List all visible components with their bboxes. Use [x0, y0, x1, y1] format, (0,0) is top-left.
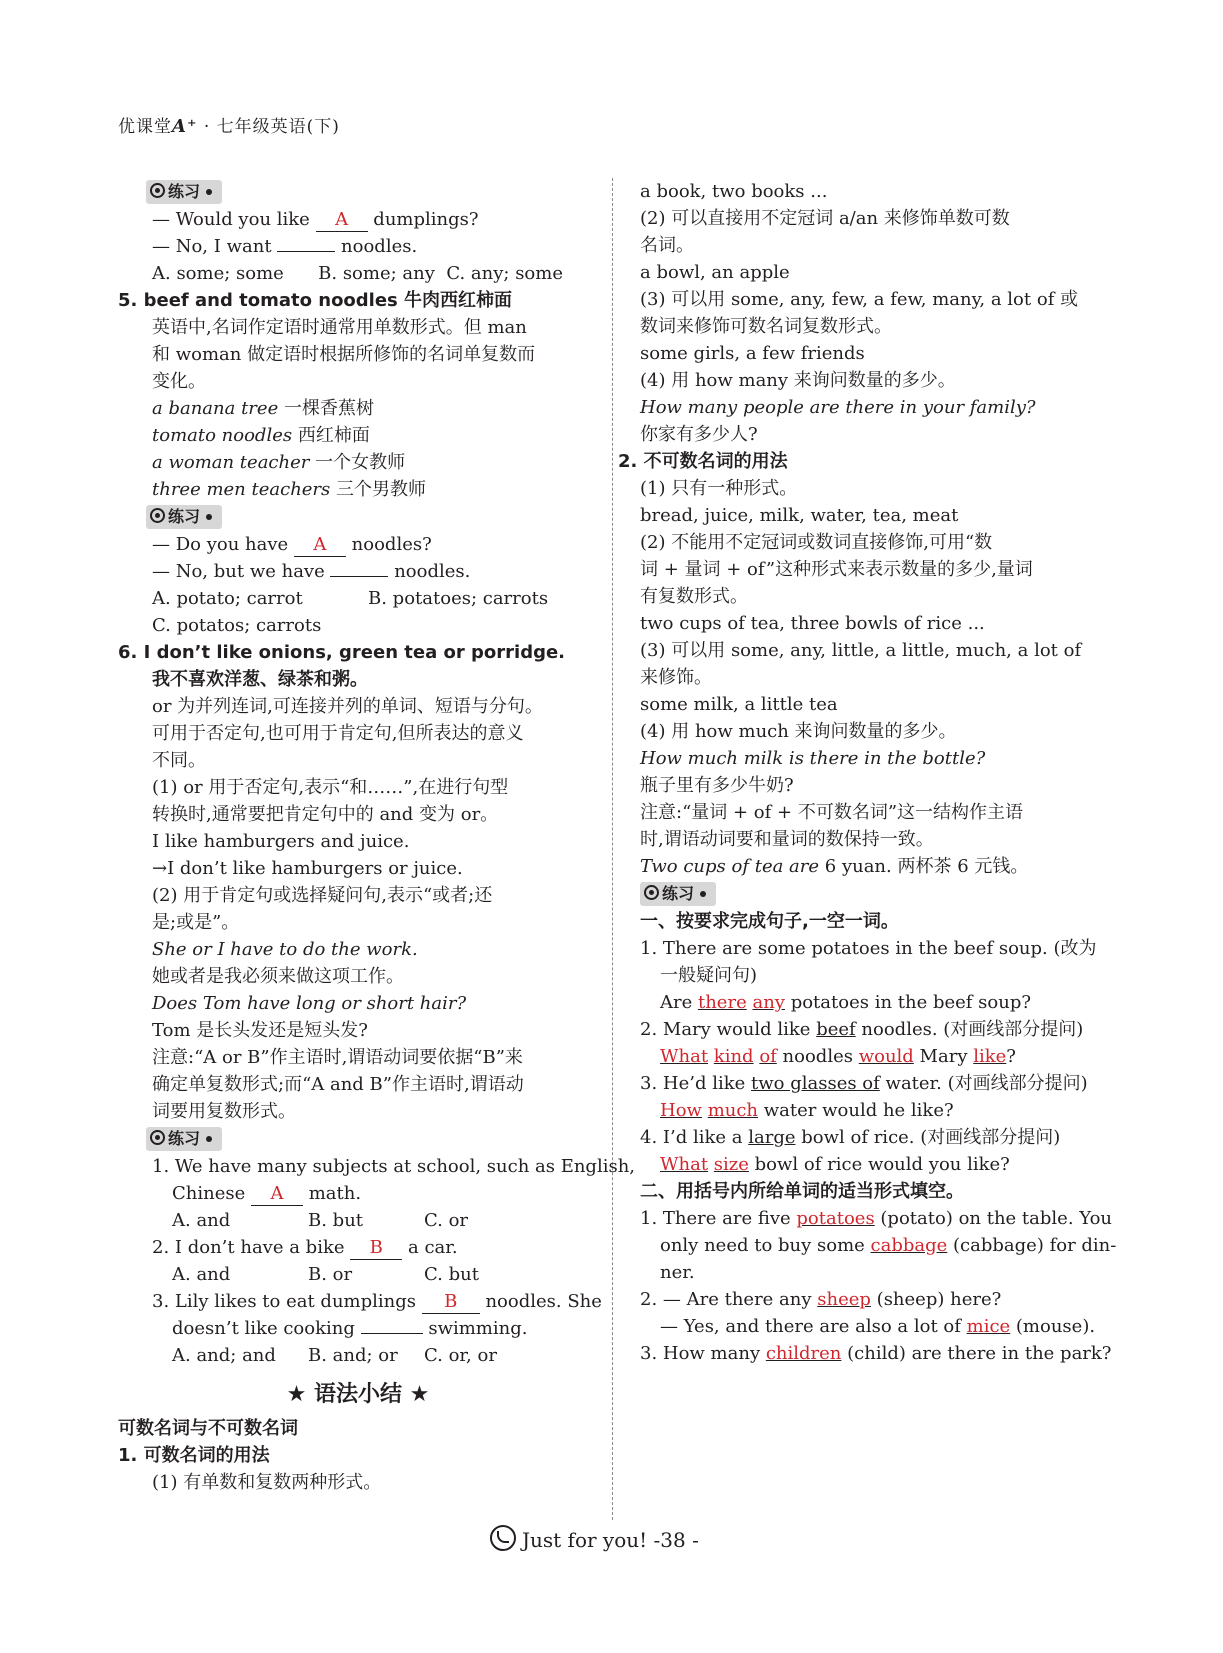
header-brand-mark: A⁺ [172, 116, 198, 137]
section5-text: 和 woman 做定语时根据所修饰的名词单复数而 [152, 344, 536, 365]
grammar-countable-title: 1. 可数名词的用法 [118, 1445, 270, 1466]
section6-text: 转换时,通常要把肯定句中的 and 变为 or。 [152, 804, 499, 825]
exercise1-q1-cont: 一般疑问句) [660, 965, 758, 986]
grammar-example: a book, two books ... [640, 181, 828, 202]
section6-text: (1) or 用于否定句,表示“和……”,在进行句型 [152, 777, 509, 798]
grammar-text: (2) 可以直接用不定冠词 a/an 来修饰单数可数 [640, 208, 1010, 229]
answer-blank: B [422, 1291, 480, 1314]
section6-text: (2) 用于肯定句或选择疑问句,表示“或者;还 [152, 885, 493, 906]
practice3-q3: 3. Lily likes to eat dumplings B noodles. She [152, 1291, 602, 1312]
grammar-example: some girls, a few friends [640, 343, 865, 364]
page-header [118, 112, 340, 137]
section6-text: 是;或是”。 [152, 912, 240, 933]
exercise1-q1-answer: Are there any potatoes in the beef soup? [660, 992, 1032, 1013]
practice2-option-c: C. potatos; carrots [152, 615, 322, 636]
exercise2-q2: 2. — Are there any sheep (sheep) here? [640, 1289, 1002, 1310]
grammar-summary-heading: ★ 语法小结 ★ [286, 1382, 430, 1407]
grammar-example: How many people are there in your family? [640, 397, 1036, 418]
section6-example-translation: Tom 是长头发还是短头发? [152, 1020, 368, 1041]
section6-text: 不同。 [152, 750, 206, 771]
exercise1-title: 一、按要求完成句子,一空一词。 [640, 911, 899, 932]
target-icon [644, 885, 659, 900]
dot-icon [700, 891, 706, 897]
grammar-note: 注意:“量词 + of + 不可数名词”这一结构作主语 [640, 802, 1024, 823]
grammar-uncountable-title: 2. 不可数名词的用法 [618, 451, 788, 472]
practice3-q2: 2. I don’t have a bike B a car. [152, 1237, 458, 1258]
publisher-logo-icon [490, 1525, 516, 1551]
page-footer [490, 1525, 699, 1552]
target-icon [150, 183, 165, 198]
section6-example: Does Tom have long or short hair? [152, 993, 467, 1014]
grammar-text: 数词来修饰可数名词复数形式。 [640, 316, 892, 337]
grammar-example: two cups of tea, three bowls of rice ... [640, 613, 985, 634]
practice3-q1-options: A. and B. but C. or [172, 1210, 469, 1231]
exercise1-q2-answer: What kind of noodles would Mary like? [660, 1046, 1016, 1067]
grammar-text: 词 + 量词 + of”这种形式来表示数量的多少,量词 [640, 559, 1033, 580]
section6-text: →I don’t like hamburgers or juice. [152, 858, 463, 879]
dot-icon [206, 1136, 212, 1142]
exercise1-q4-answer: What size bowl of rice would you like? [660, 1154, 1010, 1175]
exercise2-title: 二、用括号内所给单词的适当形式填空。 [640, 1181, 964, 1202]
grammar-countable-text: (1) 有单数和复数两种形式。 [152, 1472, 382, 1493]
practice-badge: 练习 [146, 505, 222, 529]
exercise2-q1: 1. There are five potatoes (potato) on the table. You [640, 1208, 1113, 1229]
exercise2-q3: 3. How many children (child) are there in the park? [640, 1343, 1112, 1364]
grammar-example: Two cups of tea are 6 yuan. 两杯茶 6 元钱。 [640, 856, 1029, 877]
grammar-text: (3) 可以用 some, any, little, a little, much, a lot of [640, 640, 1082, 661]
answer-blank: B [350, 1237, 402, 1260]
practice2-options: A. potato; carrot B. potatoes; carrots [152, 588, 549, 609]
section6-note: 词要用复数形式。 [152, 1101, 296, 1122]
grammar-text: 有复数形式。 [640, 586, 748, 607]
grammar-text: (4) 用 how much 来询问数量的多少。 [640, 721, 957, 742]
exercise2-q1-cont: ner. [660, 1262, 695, 1283]
practice3-q3-cont: doesn’t like cooking swimming. [172, 1318, 528, 1339]
exercise2-q1-cont: only need to buy some cabbage (cabbage) for din- [660, 1235, 1117, 1256]
answer-blank: A [251, 1183, 303, 1206]
page-number: -38 - [647, 1528, 699, 1552]
empty-blank [361, 1333, 423, 1334]
right-column [618, 178, 1117, 1367]
grammar-example-translation: 你家有多少人? [640, 424, 758, 445]
grammar-example: a bowl, an apple [640, 262, 790, 283]
section6-note: 确定单复数形式;而“A and B”作主语时,谓语动 [152, 1074, 524, 1095]
grammar-text: 名词。 [640, 235, 694, 256]
practice-badge: 练习 [146, 180, 222, 204]
grammar-text: (2) 不能用不定冠词或数词直接修饰,可用“数 [640, 532, 993, 553]
target-icon [150, 508, 165, 523]
dot-icon [206, 189, 212, 195]
grammar-text: 来修饰。 [640, 667, 712, 688]
section5-text: 英语中,名词作定语时通常用单数形式。但 man [152, 317, 527, 338]
practice3-q1: 1. We have many subjects at school, such as English, [152, 1156, 636, 1177]
grammar-example: some milk, a little tea [640, 694, 838, 715]
header-brand: 优课堂 [118, 117, 172, 137]
answer-blank: A [294, 534, 346, 557]
practice-badge: 练习 [640, 882, 716, 906]
grammar-example: How much milk is there in the bottle? [640, 748, 986, 769]
practice3-q3-options: A. and; and B. and; or C. or, or [172, 1345, 497, 1366]
grammar-text: (3) 可以用 some, any, few, a few, many, a lot of 或 [640, 289, 1079, 310]
section5-example: three men teachers 三个男教师 [152, 479, 427, 500]
grammar-example-translation: 瓶子里有多少牛奶? [640, 775, 794, 796]
target-icon [150, 1130, 165, 1145]
practice3-q1-cont: Chinese A math. [172, 1183, 362, 1204]
section6-example-translation: 她或者是我必须来做这项工作。 [152, 966, 404, 987]
section6-title: 6. I don’t like onions, green tea or porridge. [118, 642, 566, 663]
column-divider [612, 178, 613, 1520]
exercise1-q2: 2. Mary would like beef noodles. (对画线部分提问) [640, 1019, 1084, 1040]
practice1-q1: — Would you like A dumplings? [152, 209, 479, 230]
section6-text: 可用于否定句,也可用于肯定句,但所表达的意义 [152, 723, 524, 744]
exercise1-q3: 3. He’d like two glasses of water. (对画线部分提问) [640, 1073, 1088, 1094]
dot-icon [206, 514, 212, 520]
left-column [118, 178, 636, 1496]
grammar-example: bread, juice, milk, water, tea, meat [640, 505, 959, 526]
exercise1-q4: 4. I’d like a large bowl of rice. (对画线部分提问) [640, 1127, 1061, 1148]
header-subtitle: · 七年级英语(下) [197, 117, 340, 137]
section6-text: I like hamburgers and juice. [152, 831, 410, 852]
exercise1-q3-answer: How much water would he like? [660, 1100, 954, 1121]
exercise2-q2-cont: — Yes, and there are also a lot of mice (mouse). [660, 1316, 1096, 1337]
grammar-text: (1) 只有一种形式。 [640, 478, 798, 499]
section6-translation: 我不喜欢洋葱、绿茶和粥。 [152, 669, 368, 690]
section6-note: 注意:“A or B”作主语时,谓语动词要依据“B”来 [152, 1047, 523, 1068]
footer-slogan: Just for you! [522, 1528, 648, 1552]
practice2-q1: — Do you have A noodles? [152, 534, 432, 555]
practice-badge: 练习 [146, 1127, 222, 1151]
empty-blank [330, 576, 388, 577]
grammar-note: 时,谓语动词要和量词的数保持一致。 [640, 829, 934, 850]
section6-example: She or I have to do the work. [152, 939, 418, 960]
exercise1-q1: 1. There are some potatoes in the beef soup. (改为 [640, 938, 1097, 959]
answer-blank: A [316, 209, 368, 232]
empty-blank [277, 251, 335, 252]
section5-example: a woman teacher 一个女教师 [152, 452, 406, 473]
section6-text: or 为并列连词,可连接并列的单词、短语与分句。 [152, 696, 543, 717]
section5-text: 变化。 [152, 371, 206, 392]
section5-example: a banana tree 一棵香蕉树 [152, 398, 374, 419]
practice1-q2: — No, I want noodles. [152, 236, 418, 257]
grammar-title: 可数名词与不可数名词 [118, 1418, 298, 1439]
practice2-q2: — No, but we have noodles. [152, 561, 471, 582]
section5-example: tomato noodles 西红柿面 [152, 425, 370, 446]
section5-title: 5. beef and tomato noodles 牛肉西红柿面 [118, 290, 513, 311]
practice3-q2-options: A. and B. or C. but [172, 1264, 479, 1285]
practice1-options: A. some; some B. some; any C. any; some [152, 263, 563, 284]
grammar-text: (4) 用 how many 来询问数量的多少。 [640, 370, 956, 391]
